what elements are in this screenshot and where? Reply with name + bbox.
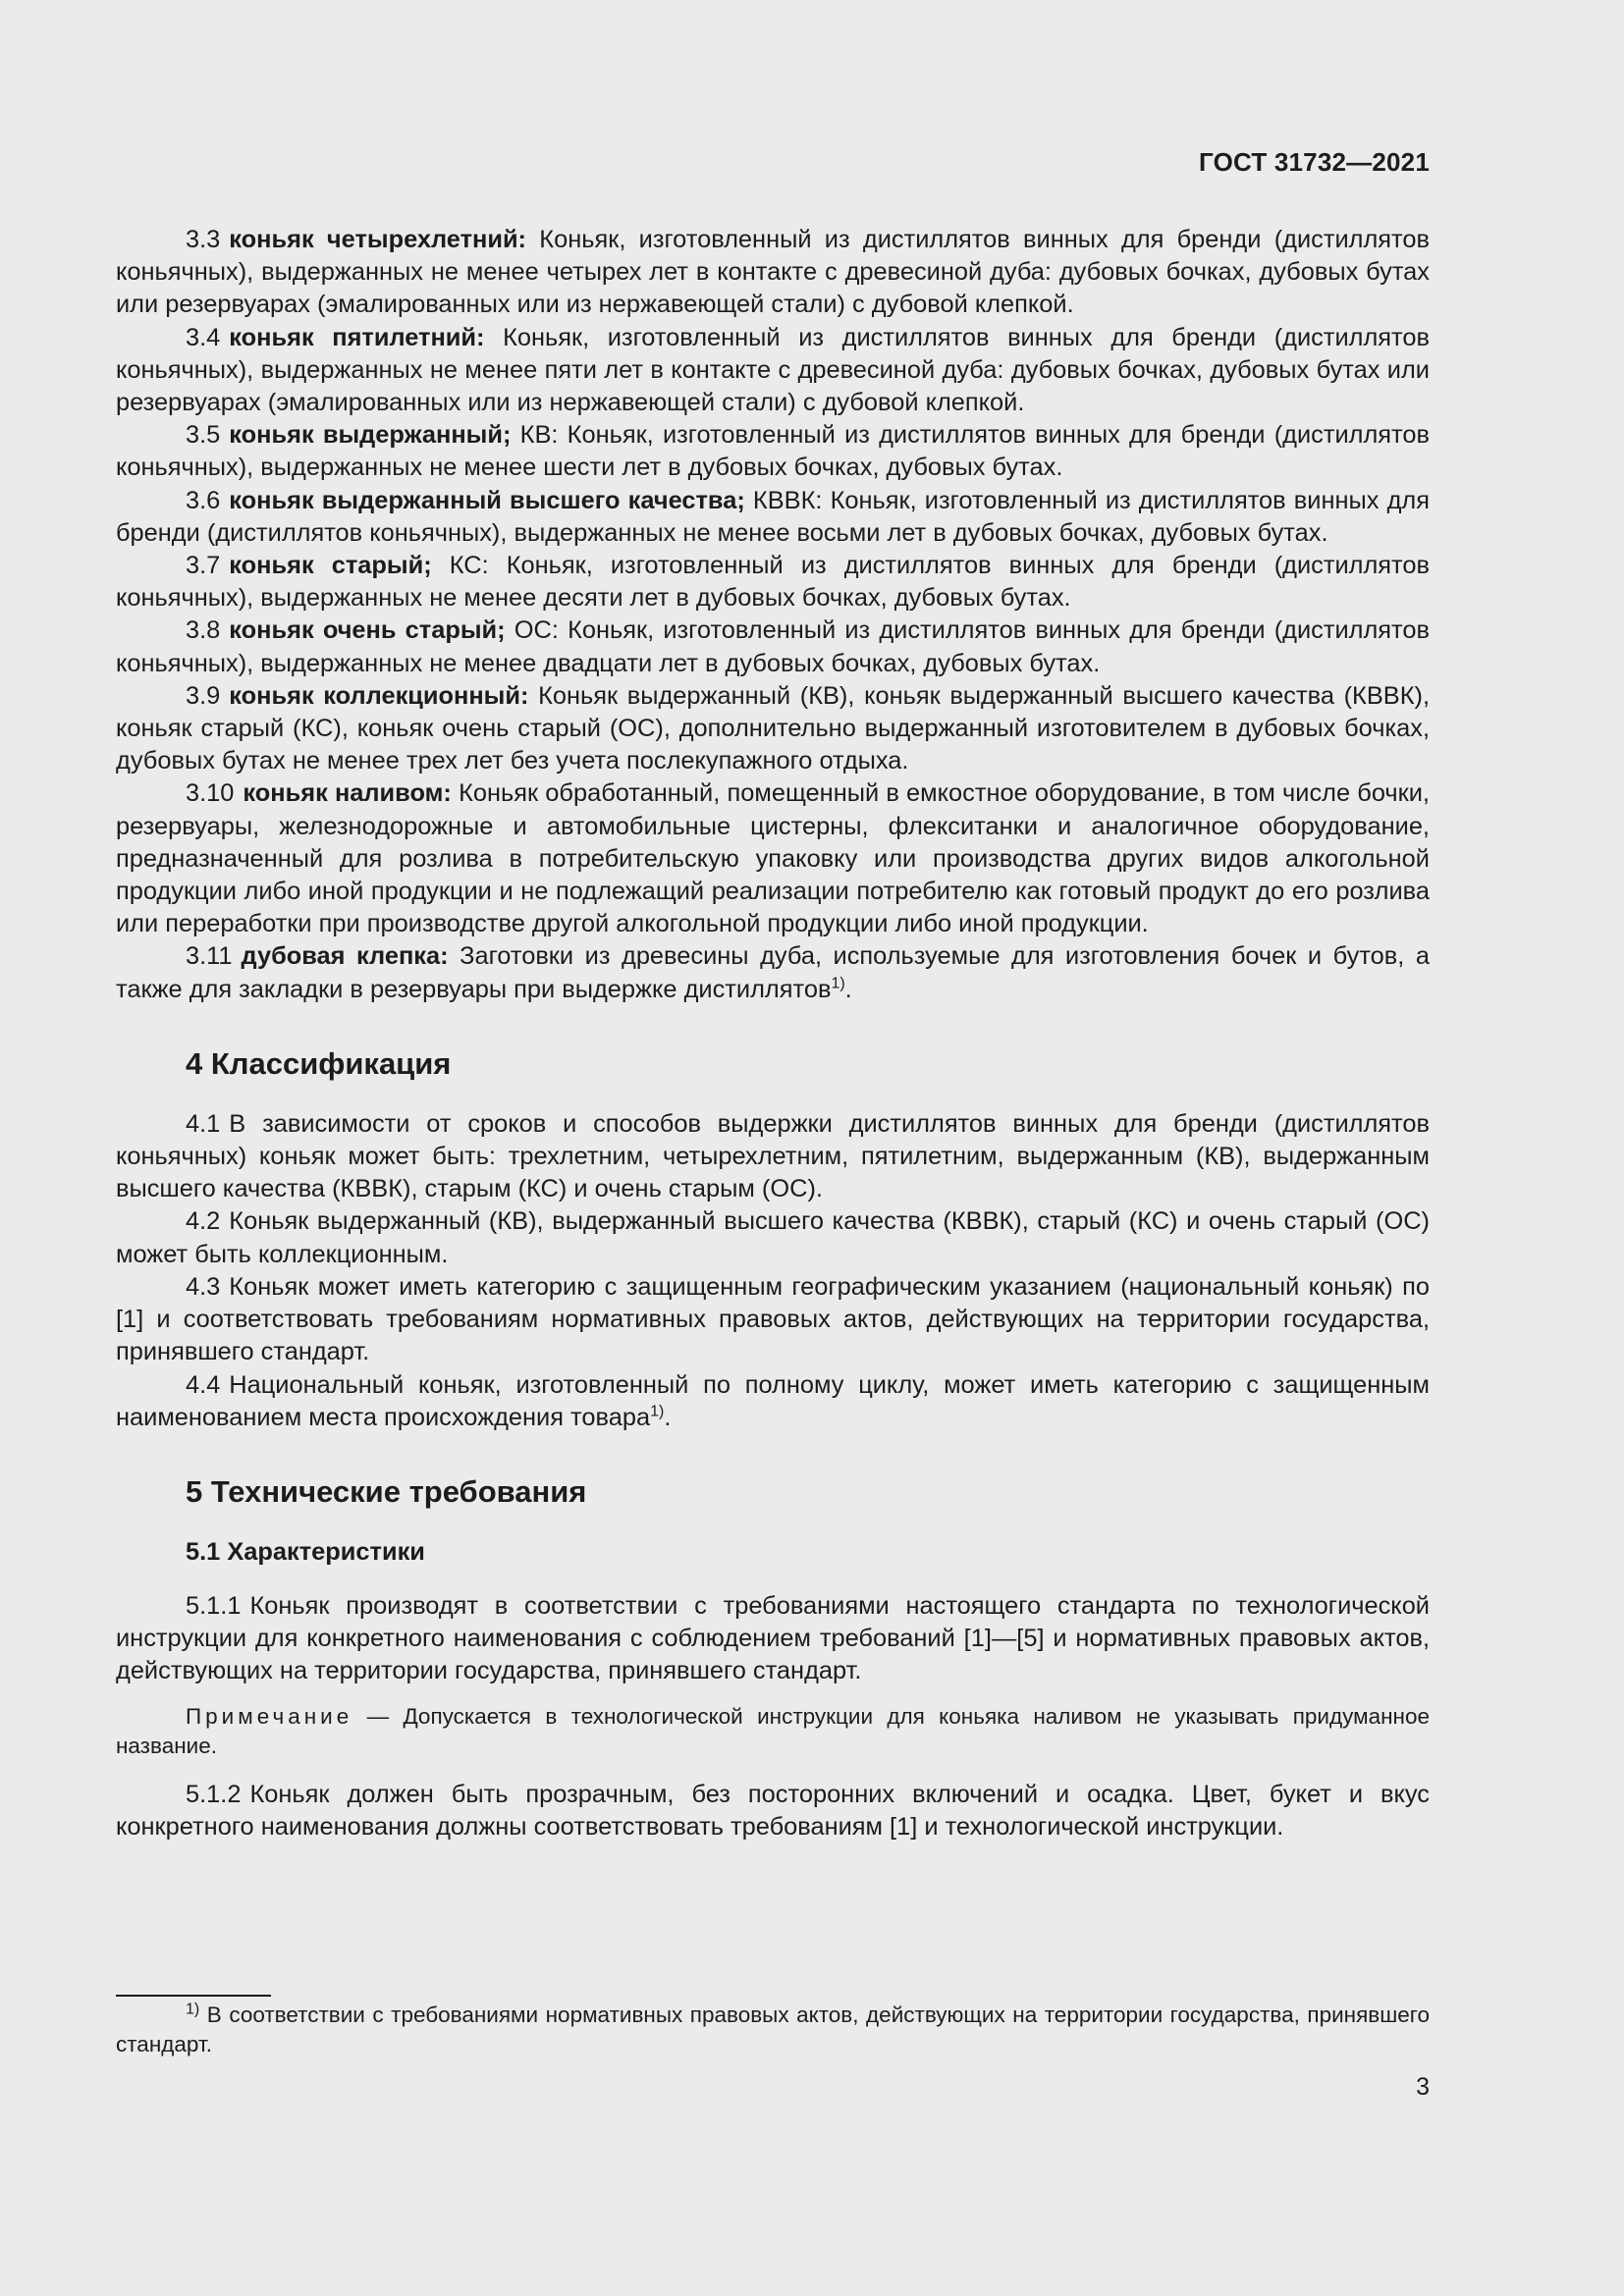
term-3-8: 3.8 коньяк очень старый; ОС: Коньяк, изготовленный из дистиллятов винных для бренди (дистиллятов коньячных), выдержанных не менее двадцати лет в дубовых бочках, дубовых бутах. bbox=[116, 616, 1431, 677]
term-3-5: 3.5 коньяк выдержанный; КВ: Коньяк, изготовленный из дистиллятов винных для бренди (дистиллятов коньячных), выдержанных не менее шести лет в дубовых бочках, дубовых бутах. bbox=[116, 421, 1430, 482]
clause-4-4: 4.4 Национальный коньяк, изготовленный по полному циклу, может иметь категорию с защищенным наименованием места происхождения товара$^{1)}$. bbox=[116, 1370, 1430, 1431]
footnote-ref: 1) bbox=[831, 975, 845, 992]
section-heading-classification: 4 Классификация bbox=[186, 1045, 452, 1081]
page-number: 3 bbox=[1416, 2073, 1430, 2101]
note: Примечание — Допускается в технологической инструкции для коньяка наливом не указывать придуманное название. bbox=[116, 1703, 1430, 1758]
term-name: коньяк старый; bbox=[229, 552, 432, 580]
term-name: коньяк коллекционный: bbox=[229, 681, 529, 710]
term-3-11: 3.11 дубовая клепка: Заготовки из древесины дуба, используемые для изготовления бочек и бутов, а также для закладки в резервуары при выдержке дистиллятов$^{1)}$. bbox=[116, 942, 1430, 1003]
term-3-6: 3.6 коньяк выдержанный высшего качества; КВВК: Коньяк, изготовленный из дистиллятов винных для бренди (дистиллятов коньячных), выдержанных не менее восьми лет в дубовых бочках, дубовых бутах. bbox=[116, 486, 1430, 547]
term-name: коньяк наливом: bbox=[243, 779, 452, 808]
term-name: коньяк очень старый; bbox=[229, 616, 506, 645]
note-label: Примечание bbox=[186, 1703, 353, 1729]
footnote-ref: 1) bbox=[650, 1403, 665, 1420]
term-name: дубовая клепка: bbox=[241, 942, 449, 971]
term-name: коньяк выдержанный; bbox=[229, 421, 512, 450]
term-3-3: 3.3 коньяк четырехлетний: Коньяк, изготовленный из дистиллятов винных для бренди (дистиллятов коньячных), выдержанных не менее четырех лет в контакте с древесиной дуба: дубовых бочках, дубовых бутах или резервуарах (эмалированных или из нержавеющей стали) с дубовой клепкой. bbox=[116, 226, 1430, 319]
clause-4-1: 4.1 В зависимости от сроков и способов выдержки дистиллятов винных для бренди (дистиллятов коньячных) коньяк может быть: трехлетним, четырехлетним, пятилетним, выдержанным (КВ), выдержанным высшего качества (КВВК), старым (КС) и очень старым (ОС). bbox=[116, 1109, 1430, 1203]
page-content bbox=[116, 224, 1430, 1843]
term-3-4: 3.4 коньяк пятилетний: Коньяк, изготовленный из дистиллятов винных для бренди (дистиллятов коньячных), выдержанных не менее пяти лет в контакте с древесиной дуба: дубовых бочках, дубовых бутах или резервуарах (эмалированных или из нержавеющей стали) с дубовой клепкой. bbox=[116, 323, 1431, 417]
footnote: $^{1)}$ В соответствии с требованиями нормативных правовых актов, действующих на территории государства, принявшего стандарт. bbox=[116, 2001, 1430, 2056]
term-3-7: 3.7 коньяк старый; КС: Коньяк, изготовленный из дистиллятов винных для бренди (дистиллятов коньячных), выдержанных не менее десяти лет в дубовых бочках, дубовых бутах. bbox=[116, 552, 1431, 613]
term-name: коньяк выдержанный высшего качества; bbox=[229, 486, 745, 514]
clause-5-1-2: 5.1.2 Коньяк должен быть прозрачным, без посторонних включений и осадка. Цвет, букет и вкус конкретного наименования должны соответствовать требованиям [1] и технологической инструкции. bbox=[116, 1780, 1430, 1841]
term-name: коньяк четырехлетний: bbox=[229, 226, 527, 253]
term-3-10: 3.10 коньяк наливом: Коньяк обработанный, помещенный в емкостное оборудование, в том числе бочки, резервуары, железнодорожные и автомобильные цистерны, флекситанки и аналогичное оборудование, предназначенный для розлива в потребительскую упаковку или производства других видов алкогольной продукции либо иной продукции и не подлежащий реализации потребителю как готовый продукт до его розлива или переработки при производстве другой алкогольной продукции либо иной продукции. bbox=[116, 779, 1430, 938]
clause-4-3: 4.3 Коньяк может иметь категорию с защищенным географическим указанием (национальный коньяк) по [1] и соответствовать требованиям нормативных правовых актов, действующих на территории государства, принявшего стандарт. bbox=[116, 1272, 1430, 1366]
term-3-9: 3.9 коньяк коллекционный: Коньяк выдержанный (КВ), коньяк выдержанный высшего качества (КВВК), коньяк старый (КС), коньяк очень старый (ОС), дополнительно выдержанный изготовителем в дубовых бочках, дубовых бутах не менее трех лет без учета послекупажного отдыха. bbox=[116, 681, 1430, 775]
clause-5-1-1: 5.1.1 Коньяк производят в соответствии с требованиями настоящего стандарта по технологической инструкции для конкретного наименования с соблюдением требований [1]—[5] и нормативных правовых актов, действующих на территории государства, принявшего стандарт. bbox=[116, 1591, 1430, 1685]
clause-4-2: 4.2 Коньяк выдержанный (КВ), выдержанный высшего качества (КВВК), старый (КС) и очень старый (ОС) может быть коллекционным. bbox=[116, 1207, 1430, 1268]
footnote-divider bbox=[116, 1995, 271, 1997]
term-name: коньяк пятилетний: bbox=[229, 323, 485, 351]
document-id: ГОСТ 31732—2021 bbox=[1199, 147, 1430, 177]
footnote-mark: 1) bbox=[186, 2001, 200, 2018]
subsection-heading-characteristics: 5.1 Характеристики bbox=[186, 1537, 425, 1566]
section-heading-technical-requirements: 5 Технические требования bbox=[186, 1473, 587, 1509]
